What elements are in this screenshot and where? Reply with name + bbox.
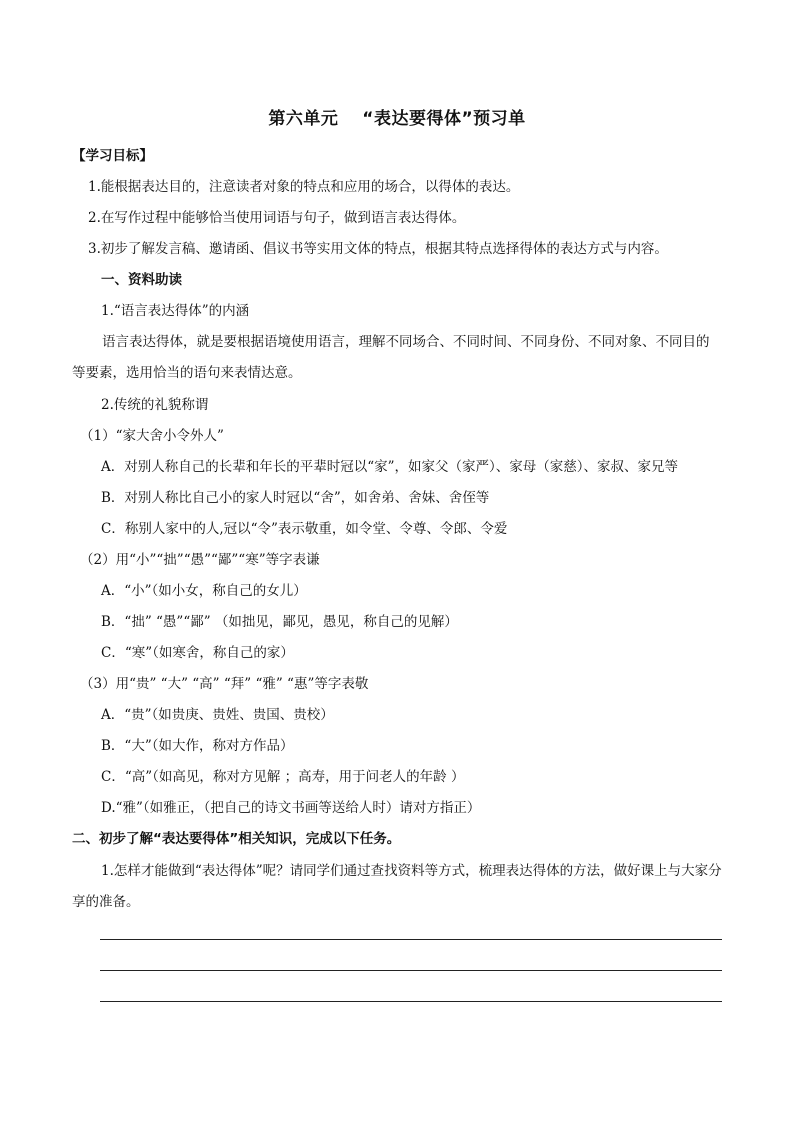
goals-header: 【学习目标】 [72, 148, 153, 164]
section1-item1-body: 语言表达得体，就是要根据语境使用语言，理解不同场合、不同时间、不同身份、不同对象、不同目的等要素，选用恰当的语句来表情达意。 [72, 334, 710, 381]
page-title: 第六单元 “表达要得体”预习单 [268, 109, 526, 129]
sub2-item: A．“小”（如小女，称自己的女儿） [101, 583, 307, 599]
sub3-item: A．“贵”（如贵庚、贵姓、贵国、贵校） [101, 707, 334, 723]
goal-item: 3.初步了解发言稿、邀请函、倡议书等实用文体的特点，根据其特点选择得体的表达方式与内容。 [88, 241, 668, 257]
answer-line[interactable] [100, 939, 722, 940]
section2-task1: 1.怎样才能做到“表达得体”呢？请同学们通过查找资料等方式，梳理表达得体的方法，做好课上与大家分享的准备。 [72, 863, 722, 910]
sub1-item: C．称别人家中的人,冠以“令”表示敬重，如令堂、令尊、令郎、令爱 [101, 521, 508, 537]
section1-heading: 一、资料助读 [101, 272, 182, 288]
section2-heading: 二、初步了解“表达要得体”相关知识，完成以下任务。 [72, 831, 401, 847]
sub1-item: A．对别人称自己的长辈和年长的平辈时冠以“家”，如家父（家严）、家母（家慈）、家叔、家兄等 [101, 459, 679, 475]
sub3-item: C．“高”（如高见，称对方见解 ；高寿，用于问老人的年龄 ） [101, 769, 465, 785]
sub3-title: （3）用“贵” “大” “高” “拜” “雅” “惠”等字表敬 [80, 676, 369, 692]
sub1-item: B．对别人称比自己小的家人时冠以“舍”，如舍弟、舍妹、舍侄等 [101, 490, 490, 506]
section1-item1-title: 1.“语言表达得体”的内涵 [101, 303, 250, 319]
goal-item: 1.能根据表达目的，注意读者对象的特点和应用的场合，以得体的表达。 [88, 179, 520, 195]
sub3-item: B．“大”（如大作，称对方作品） [101, 738, 294, 754]
answer-line[interactable] [100, 970, 722, 971]
sub2-item: C．“寒”（如寒舍，称自己的家） [101, 645, 294, 661]
sub2-title: （2）用“小”“拙”“愚”“鄙”“寒”等字表谦 [80, 552, 320, 568]
sub2-item: B．“拙” “愚”“鄙” （如拙见，鄙见，愚见，称自己的见解） [101, 614, 458, 630]
answer-line[interactable] [100, 1001, 722, 1002]
sub3-item: D.“雅”（如雅正，（把自己的诗文书画等送给人时）请对方指正） [101, 800, 481, 816]
section1-item2-title: 2.传统的礼貌称谓 [101, 397, 209, 413]
goal-item: 2.在写作过程中能够恰当使用词语与句子，做到语言表达得体。 [88, 210, 466, 226]
sub1-title: （1）“家大舍小令外人” [80, 428, 224, 444]
